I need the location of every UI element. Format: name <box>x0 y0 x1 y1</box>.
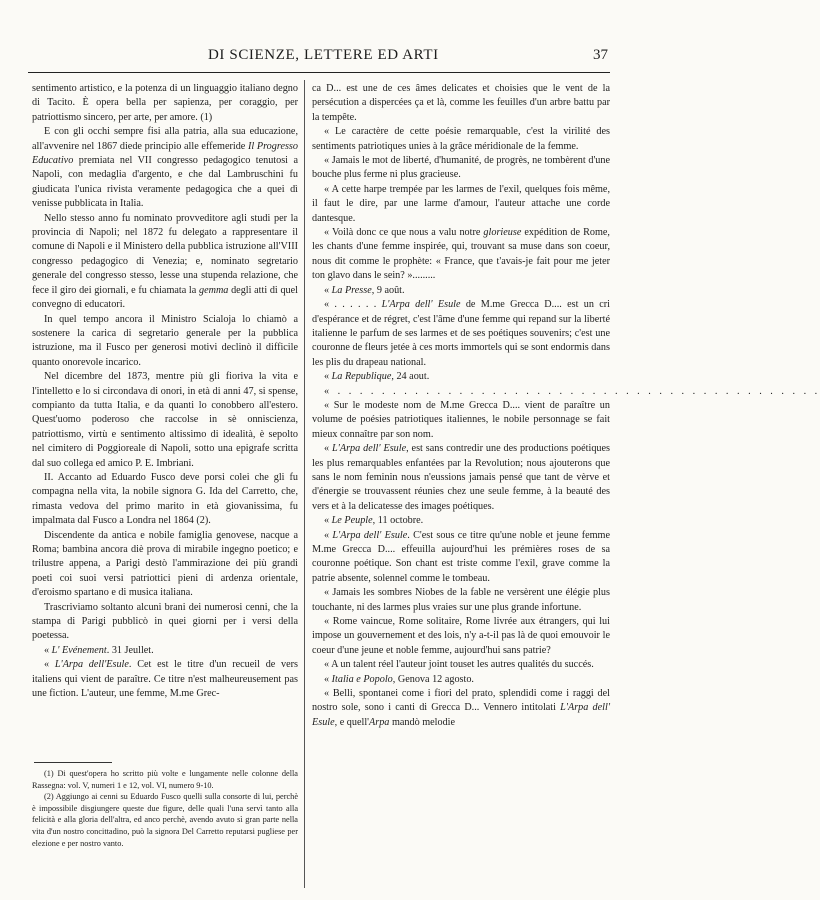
paragraph: « Sur le modeste nom de M.me Grecca D.... vient de paraître un volume de poésies patriotiques italiennes, le nobile personnage se fait mieux connaître par son nom. <box>312 399 610 440</box>
paragraph: ca D... est une de ces âmes delicates et choisies que le vent de la persécution a dispercées ça et là, comme les feuilles d'un arbre battu par la tempête. <box>312 83 610 123</box>
paragraph: Discendente da antica e nobile famiglia genovese, nacque a Roma; bambina ancora diè prova di mirabile ingegno poetico; e trilustre appena, a Parigi destò l'ammirazione dei più grandi poeti coi suoi versi patriottici pieni di ardenza orientale, d'eroismo spartano e di musica italiana. <box>32 529 298 599</box>
text-run: de M.me Grecca D.... est un cri d'espérance et de régret, c'est l'âme d'une femme qui repand sur la liberté italienne le parfum de ses larmes et de ses poétiques souvenirs; c'est une couronne de fleurs jetée à ces morts immortels qui se sont endormis dans les plis du drapeau national. <box>312 299 611 368</box>
text-run: « . . . . . . <box>324 299 382 311</box>
text-run: . Cet est le titre d'un recueil de vers italiens qui vient de paraître. Ce titre n'est malheureusement pas une fiction. L'auteur, une femme, M.me Grec- <box>32 659 299 700</box>
running-title: DI SCIENZE, LETTERE ED ARTI <box>208 47 439 63</box>
source-date: , 11 octobre. <box>372 515 424 527</box>
text-run: mandò melodie <box>389 716 456 728</box>
source-date: . 31 Jeullet. <box>106 644 154 656</box>
source-title: La Presse <box>331 284 372 296</box>
text-run: expédition de Rome, les chants d'une femme inspirée, qui, trouvant sa muse dans son coeur, nous dit comme le prophète: « France, que t'avais-je fait pour me jeter ton glavo dans le sein? »......... <box>312 227 610 282</box>
text-run: , e quell' <box>334 716 370 728</box>
source-title: La Republique <box>331 371 392 383</box>
emphasis: glorieuse <box>483 227 522 239</box>
book-title: L'Arpa dell'Esule <box>54 659 129 671</box>
paragraph <box>32 125 298 211</box>
paragraph <box>312 298 610 370</box>
footnote-rule <box>34 762 112 763</box>
text-run: . C'est sous ce titre qu'une noble et jeune femme M.me Grecca D.... effeuilla aujourd'hui les prémières roses de sa couronne poétique. Son chant est triste comme l'exil, grave comme la patrie absente, solennel comme le tombeau. <box>312 529 611 584</box>
paragraph: « Jamais le mot de liberté, d'humanité, de progrès, ne tombèrent d'une bouche plus ferme ni plus gracieuse. <box>312 155 610 181</box>
right-column <box>312 82 820 730</box>
source-date: , Genova 12 agosto. <box>392 673 474 685</box>
left-column <box>32 82 298 701</box>
emphasis: Arpa <box>369 716 390 728</box>
paragraph <box>312 687 610 730</box>
book-title: L'Arpa dell' Esule <box>332 529 408 541</box>
source-title: Le Peuple <box>331 515 373 527</box>
paragraph: « A un talent réel l'auteur joint touset les autres qualités du succés. <box>324 659 594 671</box>
paragraph: « Le caractère de cette poésie remarquable, c'est la virilité des sentiments patriotiques unies à la grâce méridionale de la femme. <box>312 126 610 152</box>
paragraph <box>312 442 610 514</box>
paragraph <box>312 226 610 284</box>
paragraph: In quel tempo ancora il Ministro Scialoja lo chiamò a sostenere la carica di segretario generale per la pubblica istruzione, ma il Fusco per generosi motivi declinò il difficile quanto onorevole incarico. <box>32 313 298 368</box>
text-run: « <box>324 529 333 541</box>
press-source: « Italia e Popolo, Genova 12 agosto. <box>324 673 474 685</box>
text-run: « <box>324 443 332 455</box>
paragraph: Trascriviamo soltanto alcuni brani dei numerosi cenni, che la stampa di Parigi pubblicò in quei giorni per i versi della poetessa. <box>32 601 298 642</box>
text-run: « Voilà donc ce que nous a valu notre <box>324 227 484 239</box>
page-number: 37 <box>593 47 608 63</box>
footnote: (1) Di quest'opera ho scritto più volte e lungamente nelle colonne della Rassegna: vol. V, numeri 1 e 12, vol. VI, numero 9-10. <box>32 769 298 790</box>
paragraph: Nel dicembre del 1873, mentre più gli fioriva la vita e l'intelletto e lo si circondava di onori, in età di anni 47, si spense, compianto da tutta Italia, e da quanti lo conobbero all'estero. Quest'uomo poderoso che raccolse in sè onniscienza, patriottismo, virtù e sentimento altissimo di idealità, è sepolto nel cimitero di Poggioreale di Napoli, sotto una epigrafe scritta dal suo collega ed amico P. E. Imbriani. <box>32 371 298 469</box>
paragraph <box>32 212 298 313</box>
journal-title: Il Progresso Educativo <box>32 140 298 167</box>
book-title: L'Arpa dell' Esule <box>312 702 610 728</box>
footnote: (2) Aggiungo ai cenni su Eduardo Fusco quelli sulla consorte di lui, perchè è impossibile disgiungere queste due figure, delle quali l'una servì tanto alla felicità e alla gloria dell'altra, ed anco perchè, avendo avuto sì gran parte nella vita d'un nostro concittadino, può la signora Del Carretto reputarsi pugliese per elezione e per nostro vanto. <box>32 792 298 848</box>
text-run: E con gli occhi sempre fisi alla patria, alla sua educazione, all'avvenire nel 1867 diede principio alle effemeride <box>32 126 298 152</box>
paragraph: sentimento artistico, e la potenza di un linguaggio italiano degno di Tacito. È opera bella per sapienza, per coraggio, per patriottismo sincero, per arte, per amore. (1) <box>32 83 298 123</box>
source-title: L' Evénement <box>51 644 107 656</box>
paragraph: « A cette harpe trempée par les larmes de l'exil, quelques fois même, il faut le dire, par une larme d'amour, l'auteur attache une corde dantesque. <box>312 183 610 224</box>
press-source: « La Presse, 9 août. <box>324 284 405 296</box>
press-source: « La Republique, 24 aout. <box>324 371 430 383</box>
page-header <box>28 44 608 70</box>
quote-paragraph: « L'Arpa dell'Esule. Cet est le titre d'un recueil de vers italiens qui vient de paraître. Ce titre n'est malheureusement pas une fiction. L'auteur, une femme, M.me Grec- <box>32 659 299 700</box>
header-rule <box>28 72 610 73</box>
text-run: « Belli, spontanei come i fiori del prato, splendidi come i raggi del nostro sole, sono i canti di Grecca D... Vennero intitolati <box>312 688 610 714</box>
source-title: Italia e Popolo <box>331 673 393 685</box>
paragraph: « Jamais les sombres Niobes de la fable ne versèrent une élégie plus touchante, ni des larmes plus vraies sur une plus grande infortune. <box>312 587 610 613</box>
text-run: degli atti di quel convegno di educatori. <box>32 284 298 311</box>
source-date: , 24 aout. <box>391 371 430 383</box>
text-run: Nello stesso anno fu nominato provveditore agli studi per la provincia di Napoli; nel 1872 fu delegato a rappresentare il comune di Napoli e il Ministero della pubblica istruzione all'VIII congresso pedagogico di Venezia; e, nominato segretario generale del congresso stesso, lesse una stupenda relazione, che fece il giro dei giornali, e fu chiamata la <box>32 212 298 296</box>
text-run: , est sans contredir une des productions poétiques les plus remarquables enfantées par la Revolution; nous ajouterons que sans le nom feminin nous n'eussions jamais pensé que tant de vèrve et d'énergie se trouvassent réunies chez une seule femme, à la beauté des vers et à la delicatesse des images poétiques. <box>312 443 611 512</box>
paragraph <box>312 529 610 587</box>
column-divider <box>304 80 305 888</box>
book-title: L'Arpa dell' Esule <box>381 299 461 311</box>
ellipsis-line: « . . . . . . . . . . . . . . . . . . . . . . . . . . . . . . . . . . . . . . . . . . . . <box>324 385 820 397</box>
paragraph: II. Accanto ad Eduardo Fusco deve porsi colei che gli fu compagna nella vita, la nobile signora G. Ida del Carretto, che, rimasta vedova del primo marito in età giovanissima, fu impalmata dal Fusco a Londra nel 1864 (2). <box>32 471 298 527</box>
press-source: « Le Peuple, 11 octobre. <box>324 515 424 527</box>
emphasis: gemma <box>198 284 229 296</box>
paragraph: « Rome vaincue, Rome solitaire, Rome livrée aux étrangers, qui lui impose un gouvernement et des lois, n'y a-t-il pas là de quoi emouvoir le coeur d'une jeune et noble femme, aujourd'hui sans patrie? <box>312 616 610 656</box>
press-source: « L' Evénement. 31 Jeullet. <box>44 644 154 656</box>
footnotes <box>32 768 298 849</box>
book-title: L'Arpa dell' Esule <box>332 443 407 455</box>
text-run: premiata nel VII congresso pedagogico tenutosi a Napoli, con medaglia d'argento, e che dal Lambruschini fu giudicata l'unica rivista veramente pedagogica che a quei dì venisse pubblicata in Italia. <box>32 155 298 210</box>
source-date: , 9 août. <box>371 284 405 296</box>
